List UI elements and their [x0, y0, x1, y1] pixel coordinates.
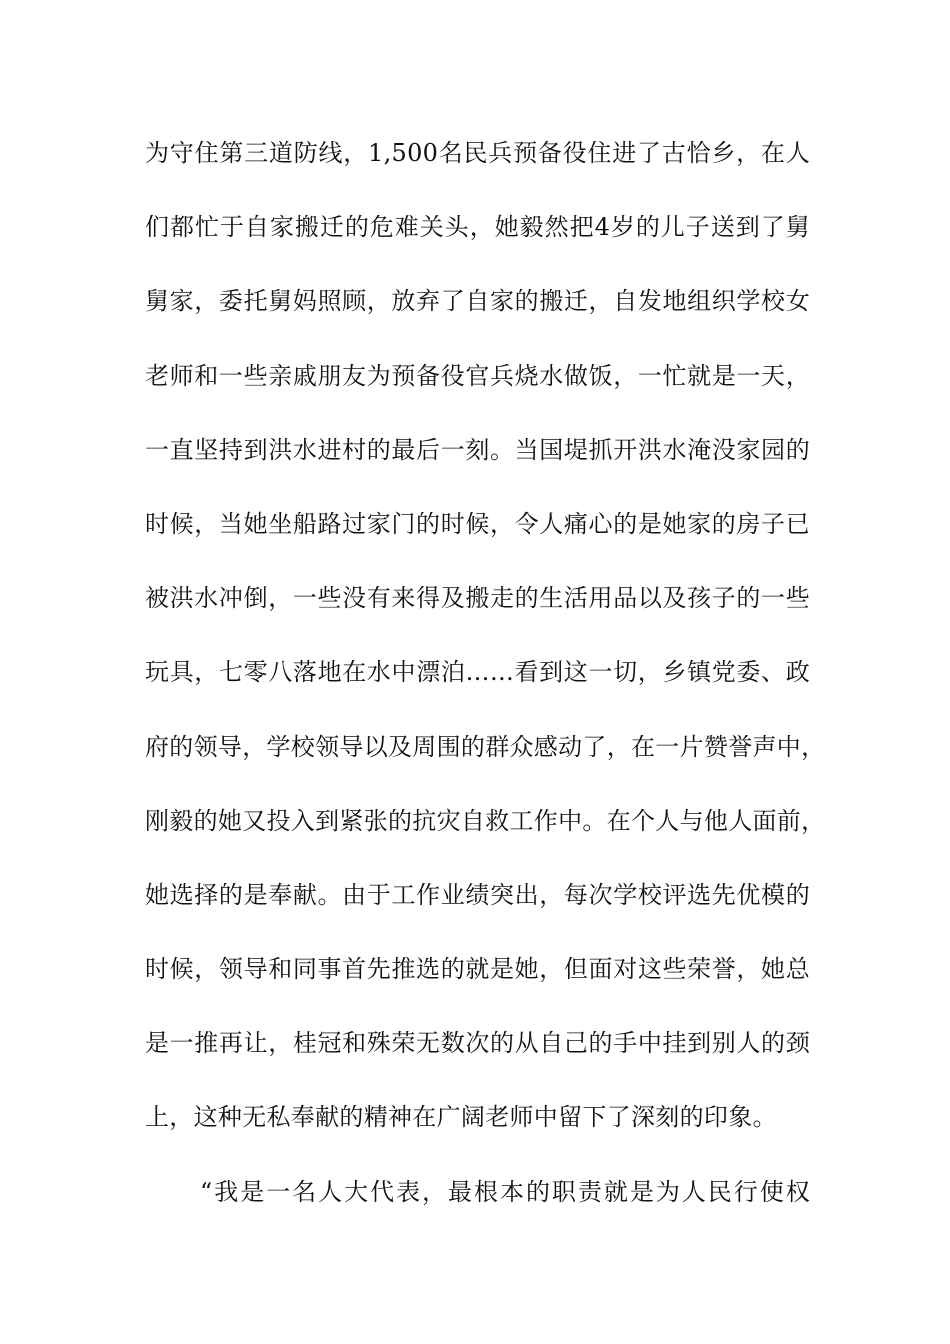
text-line-11: 她选择的是奉献。由于工作业绩突出，每次学校评选先优模的: [145, 880, 810, 909]
text-line-3: 舅家，委托舅妈照顾，放弃了自家的搬迁，自发地组织学校女: [145, 287, 810, 316]
text-line-14: 上，这种无私奉献的精神在广阔老师中留下了深刻的印象。: [145, 1103, 777, 1132]
text-line-6: 时候，当她坐船路过家门的时候，令人痛心的是她家的房子已: [145, 509, 810, 538]
text-line-7: 被洪水冲倒，一些没有来得及搬走的生活用品以及孩子的一些: [145, 584, 810, 613]
text-line-10: 刚毅的她又投入到紧张的抗灾自救工作中。在个人与他人面前，: [145, 806, 826, 835]
body-text: [145, 130, 826, 1243]
text-line-4: 老师和一些亲戚朋友为预备役官兵烧水做饭，一忙就是一天，: [145, 361, 810, 390]
text-line-13: 是一推再让，桂冠和殊荣无数次的从自己的手中挂到别人的颈: [145, 1029, 810, 1058]
text-line-8: 玩具，七零八落地在水中漂泊……看到这一切，乡镇党委、政: [145, 658, 810, 687]
text-line-12: 时候，领导和同事首先推选的就是她，但面对这些荣誉，她总: [145, 955, 810, 984]
text-line-9: 府的领导，学校领导以及周围的群众感动了，在一片赞誉声中，: [145, 732, 826, 761]
text-line-5: 一直坚持到洪水进村的最后一刻。当国堤抓开洪水淹没家园的: [145, 435, 810, 464]
text-line-1: 为守住第三道防线，1,500名民兵预备役住进了古恰乡，在人: [145, 139, 810, 167]
text-line-2: 们都忙于自家搬迁的危难关头，她毅然把4岁的儿子送到了舅: [145, 213, 810, 242]
text-line-15: “我是一名人大代表，最根本的职责就是为人民行使权: [200, 1177, 810, 1206]
